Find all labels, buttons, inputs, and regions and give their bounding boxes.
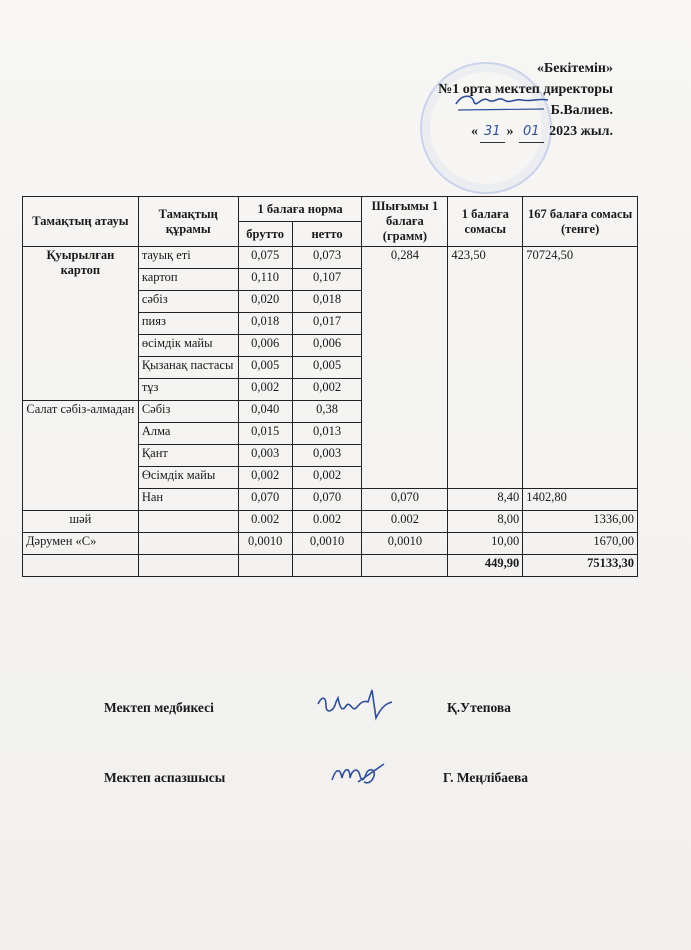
- ingredient-name: тауық еті: [138, 247, 238, 269]
- ingredient-name: сәбіз: [138, 291, 238, 313]
- cook-role: Мектеп аспазшысы: [104, 770, 226, 785]
- ingredient-netto: 0,017: [292, 313, 362, 335]
- date-open-quote: «: [470, 124, 478, 139]
- bread-cost-total: 1402,80: [523, 489, 638, 511]
- empty-cell: [138, 533, 238, 555]
- cook-signature: [328, 758, 390, 788]
- total-cost-total: 75133,30: [523, 555, 638, 577]
- dish-name: Салат сәбіз-алмадан: [23, 401, 139, 511]
- dish-name: Қуырылған картоп: [23, 247, 139, 401]
- ingredient-netto: 0,018: [292, 291, 362, 313]
- tea-netto: 0.002: [292, 511, 362, 533]
- nurse-signature: [312, 682, 398, 726]
- date-year: 2023 жыл.: [549, 124, 613, 139]
- total-cost-one: 449,90: [448, 555, 523, 577]
- tea-brutto: 0.002: [238, 511, 292, 533]
- ingredient-netto: 0,073: [292, 247, 362, 269]
- vitamin-brutto: 0,0010: [238, 533, 292, 555]
- ingredient-netto: 0,005: [292, 357, 362, 379]
- nurse-name: Қ.Утепова: [447, 700, 511, 715]
- ingredient-brutto: 0,002: [238, 379, 292, 401]
- ingredient-brutto: 0,110: [238, 269, 292, 291]
- header-name: Тамақтың атауы: [23, 197, 139, 247]
- table-row: [23, 511, 638, 533]
- ingredient-netto: 0,002: [292, 467, 362, 489]
- date-close-quote: »: [506, 124, 514, 139]
- ingredient-name: Өсімдік майы: [138, 467, 238, 489]
- approval-title: «Бекітемін»: [536, 61, 613, 76]
- dish-name: Дәрумен «С»: [23, 533, 139, 555]
- ingredient-netto: 0,013: [292, 423, 362, 445]
- dish-name: шәй: [23, 511, 139, 533]
- date-day: 31: [480, 121, 505, 143]
- ingredient-name: Қызанақ пастасы: [138, 357, 238, 379]
- ingredient-netto: 0,003: [292, 445, 362, 467]
- header-norm: 1 балаға норма: [238, 197, 362, 222]
- vitamin-cost-one: 10,00: [448, 533, 523, 555]
- table-total-row: [23, 555, 638, 577]
- nurse-role: Мектеп медбикесі: [104, 700, 214, 715]
- ingredient-brutto: 0,075: [238, 247, 292, 269]
- ingredient-brutto: 0,003: [238, 445, 292, 467]
- header-brutto: брутто: [238, 222, 292, 247]
- ingredient-netto: 0,006: [292, 335, 362, 357]
- vitamin-yield: 0,0010: [362, 533, 448, 555]
- ingredient-name: пияз: [138, 313, 238, 335]
- approval-position: №1 орта мектеп директоры: [438, 82, 613, 97]
- ingredient-name: өсімдік майы: [138, 335, 238, 357]
- tea-cost-one: 8,00: [448, 511, 523, 533]
- ingredient-name: тұз: [138, 379, 238, 401]
- cook-name: Г. Меңлібаева: [443, 770, 529, 785]
- ingredient-netto: 0,002: [292, 379, 362, 401]
- dish-yield: 0,284: [362, 247, 448, 489]
- empty-cell: [23, 555, 139, 577]
- table-header-row: [23, 197, 638, 222]
- dish-cost-one: 423,50: [448, 247, 523, 489]
- tea-yield: 0.002: [362, 511, 448, 533]
- header-netto: нетто: [292, 222, 362, 247]
- ingredient-brutto: 0,002: [238, 467, 292, 489]
- empty-cell: [362, 555, 448, 577]
- tea-cost-total: 1336,00: [523, 511, 638, 533]
- ingredient-brutto: 0,005: [238, 357, 292, 379]
- table-row: [23, 247, 638, 269]
- header-cost-total: 167 балаға сомасы (тенге): [523, 197, 638, 247]
- ingredient-brutto: 0,040: [238, 401, 292, 423]
- bread-cost-one: 8,40: [448, 489, 523, 511]
- ingredient-brutto: 0,018: [238, 313, 292, 335]
- ingredient-name: Қант: [138, 445, 238, 467]
- empty-cell: [138, 555, 238, 577]
- menu-table: [22, 196, 638, 577]
- ingredient-netto: 0,38: [292, 401, 362, 423]
- director-signature: [452, 90, 552, 114]
- ingredient-netto: 0,070: [292, 489, 362, 511]
- vitamin-netto: 0,0010: [292, 533, 362, 555]
- ingredient-brutto: 0,070: [238, 489, 292, 511]
- header-composition: Тамақтың құрамы: [138, 197, 238, 247]
- empty-cell: [238, 555, 292, 577]
- ingredient-brutto: 0,015: [238, 423, 292, 445]
- header-yield: Шығымы 1 балаға (грамм): [362, 197, 448, 247]
- dish-cost-total: 70724,50: [523, 247, 638, 489]
- director-name: Б.Валиев.: [550, 103, 613, 118]
- ingredient-name: Алма: [138, 423, 238, 445]
- vitamin-cost-total: 1670,00: [523, 533, 638, 555]
- date-month: 01: [519, 121, 544, 143]
- empty-cell: [138, 511, 238, 533]
- ingredient-brutto: 0,020: [238, 291, 292, 313]
- ingredient-name: Сәбіз: [138, 401, 238, 423]
- table-row: [23, 533, 638, 555]
- header-cost-one: 1 балаға сомасы: [448, 197, 523, 247]
- ingredient-name: картоп: [138, 269, 238, 291]
- ingredient-brutto: 0,006: [238, 335, 292, 357]
- empty-cell: [292, 555, 362, 577]
- ingredient-name: Нан: [138, 489, 238, 511]
- bread-yield: 0,070: [362, 489, 448, 511]
- ingredient-netto: 0,107: [292, 269, 362, 291]
- approval-date: [438, 121, 613, 143]
